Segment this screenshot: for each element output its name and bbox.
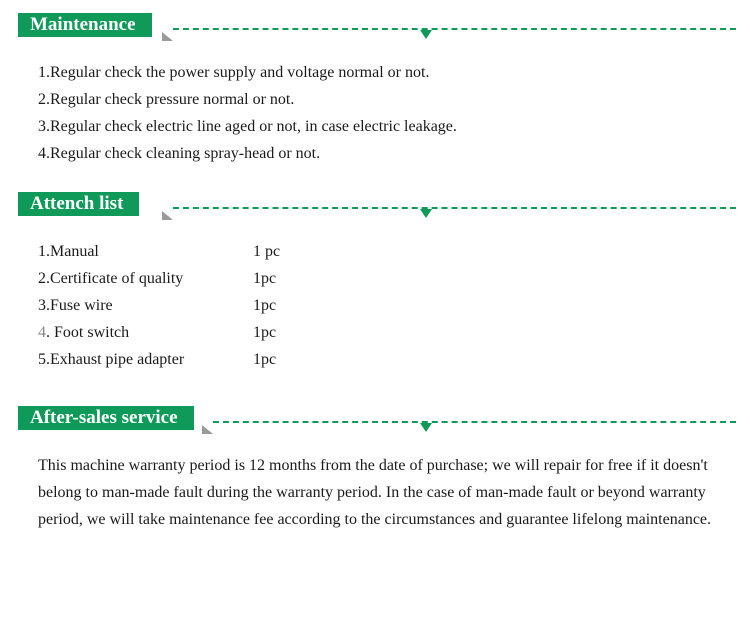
list-item: 4.Regular check cleaning spray-head or not. [38, 145, 321, 162]
attach-items [38, 238, 280, 373]
attach-list-heading: Attench list [18, 192, 139, 216]
maintenance-list [38, 59, 457, 167]
list-item [38, 319, 280, 346]
dashed-divider [213, 421, 736, 423]
list-item: 1.Regular check the power supply and voltage normal or not. [38, 64, 430, 81]
item-name: 2.Certificate of quality [38, 270, 184, 287]
dashed-divider [173, 28, 736, 30]
section-header [0, 192, 750, 220]
tab-fold-corner [162, 211, 173, 220]
item-quantity: 1 pc [253, 243, 281, 260]
warranty-paragraph: This machine warranty period is 12 months from the date of purchase; we will repair for free if it doesn't belong to man-made fault during the warranty period. In the case of man-made fault or beyond warranty period, we will take maintenance fee according to the circumstances and guarantee lifelong maintenance. [38, 457, 712, 528]
down-arrow-marker [420, 423, 432, 432]
dashed-divider [173, 207, 736, 209]
item-quantity: 1pc [253, 351, 277, 368]
item-name: 3.Fuse wire [38, 297, 113, 314]
item-quantity: 1pc [253, 324, 277, 341]
list-item: 2.Regular check pressure normal or not. [38, 91, 295, 108]
maintenance-heading: Maintenance [18, 13, 152, 37]
item-name-wrapper [38, 319, 253, 346]
maintenance-section [0, 13, 750, 162]
attach-list-section [0, 192, 750, 368]
section-header [0, 406, 750, 434]
list-item: 3.Regular check electric line aged or not, in case electric leakage. [38, 118, 457, 135]
down-arrow-marker [420, 209, 432, 218]
after-sales-heading: After-sales service [18, 406, 194, 430]
item-name: . Foot switch [46, 324, 130, 341]
item-quantity: 1pc [253, 270, 277, 287]
after-sales-section [0, 406, 750, 528]
list-item [38, 346, 280, 373]
section-header [0, 13, 750, 41]
tab-fold-corner [202, 425, 213, 434]
item-quantity: 1pc [253, 297, 277, 314]
list-item [38, 292, 280, 319]
list-item [38, 265, 280, 292]
item-name: 5.Exhaust pipe adapter [38, 351, 185, 368]
tab-fold-corner [162, 32, 173, 41]
item-number: 4 [38, 324, 46, 341]
list-item [38, 238, 280, 265]
item-name: 1.Manual [38, 243, 99, 260]
down-arrow-marker [420, 30, 432, 39]
